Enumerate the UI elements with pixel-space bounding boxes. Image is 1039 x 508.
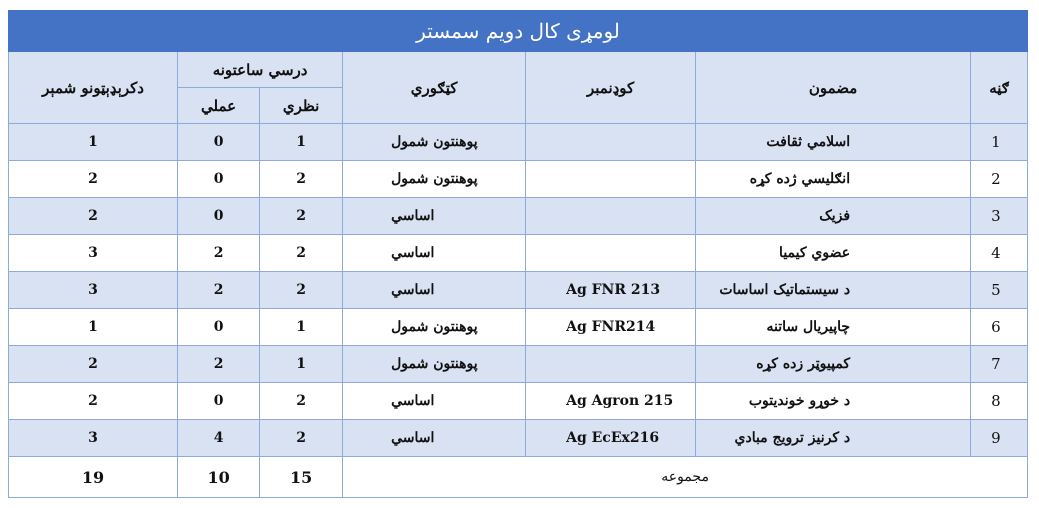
row-number-cell: 8 [971, 383, 1028, 420]
theory-cell: 2 [260, 272, 343, 309]
practical-cell: 0 [178, 309, 260, 346]
table-row [9, 272, 1028, 309]
subject-cell: کمپیوټر زده کړه [696, 346, 971, 383]
code-cell [526, 198, 696, 235]
row-number-cell: 9 [971, 420, 1028, 457]
category-cell: اساسي [343, 198, 526, 235]
practical-cell: 2 [178, 272, 260, 309]
theory-cell: 2 [260, 198, 343, 235]
credits-cell: 1 [9, 309, 178, 346]
table-title: لومړی کال دویم سمستر [9, 11, 1028, 52]
theory-cell: 1 [260, 346, 343, 383]
credits-cell: 1 [9, 124, 178, 161]
credits-cell: 2 [9, 346, 178, 383]
theory-cell: 2 [260, 161, 343, 198]
code-cell [526, 346, 696, 383]
credits-cell: 3 [9, 235, 178, 272]
totals-credits: 19 [9, 457, 178, 498]
theory-cell: 2 [260, 420, 343, 457]
table-row [9, 198, 1028, 235]
totals-theory: 15 [260, 457, 343, 498]
table-row [9, 420, 1028, 457]
totals-practical: 10 [178, 457, 260, 498]
row-number-cell: 3 [971, 198, 1028, 235]
practical-cell: 2 [178, 346, 260, 383]
theory-cell: 2 [260, 383, 343, 420]
row-number-cell: 1 [971, 124, 1028, 161]
table-row [9, 346, 1028, 383]
credits-cell: 2 [9, 383, 178, 420]
subject-cell: د سیستماتیک اساسات [696, 272, 971, 309]
practical-cell: 0 [178, 124, 260, 161]
subject-cell: انګلیسي ژده کړه [696, 161, 971, 198]
curriculum-table [8, 10, 1028, 498]
table-row [9, 235, 1028, 272]
header-category: کټګوري [343, 52, 526, 124]
category-cell: پوهنتون شمول [343, 124, 526, 161]
category-cell: پوهنتون شمول [343, 161, 526, 198]
category-cell: اساسي [343, 235, 526, 272]
theory-cell: 2 [260, 235, 343, 272]
subject-cell: عضوي کیمیا [696, 235, 971, 272]
curriculum-table-container [8, 10, 1027, 498]
subject-cell: فزیک [696, 198, 971, 235]
table-row [9, 161, 1028, 198]
code-cell [526, 161, 696, 198]
category-cell: پوهنتون شمول [343, 309, 526, 346]
table-row [9, 124, 1028, 161]
practical-cell: 4 [178, 420, 260, 457]
header-theory: نظري [260, 88, 343, 124]
header-code: کوډنمبر [526, 52, 696, 124]
header-credits: دکرېډېټونو شمېر [9, 52, 178, 124]
theory-cell: 1 [260, 124, 343, 161]
subject-cell: د کرنیز ترویج مبادي [696, 420, 971, 457]
practical-cell: 0 [178, 198, 260, 235]
row-number-cell: 5 [971, 272, 1028, 309]
row-number-cell: 6 [971, 309, 1028, 346]
row-number-cell: 4 [971, 235, 1028, 272]
header-practical: عملي [178, 88, 260, 124]
credits-cell: 2 [9, 161, 178, 198]
code-cell: Ag Agron 215 [526, 383, 696, 420]
code-cell: Ag EcEx216 [526, 420, 696, 457]
header-number: ګڼه [971, 52, 1028, 124]
subject-cell: اسلامي ثقافت [696, 124, 971, 161]
row-number-cell: 2 [971, 161, 1028, 198]
header-row [9, 52, 1028, 88]
code-cell: Ag FNR214 [526, 309, 696, 346]
title-row [9, 11, 1028, 52]
row-number-cell: 7 [971, 346, 1028, 383]
theory-cell: 1 [260, 309, 343, 346]
credits-cell: 3 [9, 272, 178, 309]
code-cell [526, 124, 696, 161]
header-study-hours: درسي ساعتونه [178, 52, 343, 88]
code-cell: Ag FNR 213 [526, 272, 696, 309]
credits-cell: 2 [9, 198, 178, 235]
practical-cell: 0 [178, 161, 260, 198]
table-row [9, 309, 1028, 346]
category-cell: اساسي [343, 383, 526, 420]
credits-cell: 3 [9, 420, 178, 457]
category-cell: پوهنتون شمول [343, 346, 526, 383]
subject-cell: چاپیریال ساتنه [696, 309, 971, 346]
totals-label: مجموعه [343, 457, 1028, 498]
totals-row [9, 457, 1028, 498]
table-row [9, 383, 1028, 420]
category-cell: اساسي [343, 272, 526, 309]
practical-cell: 2 [178, 235, 260, 272]
code-cell [526, 235, 696, 272]
subject-cell: د خوړو خوندیتوب [696, 383, 971, 420]
category-cell: اساسي [343, 420, 526, 457]
header-subject: مضمون [696, 52, 971, 124]
practical-cell: 0 [178, 383, 260, 420]
